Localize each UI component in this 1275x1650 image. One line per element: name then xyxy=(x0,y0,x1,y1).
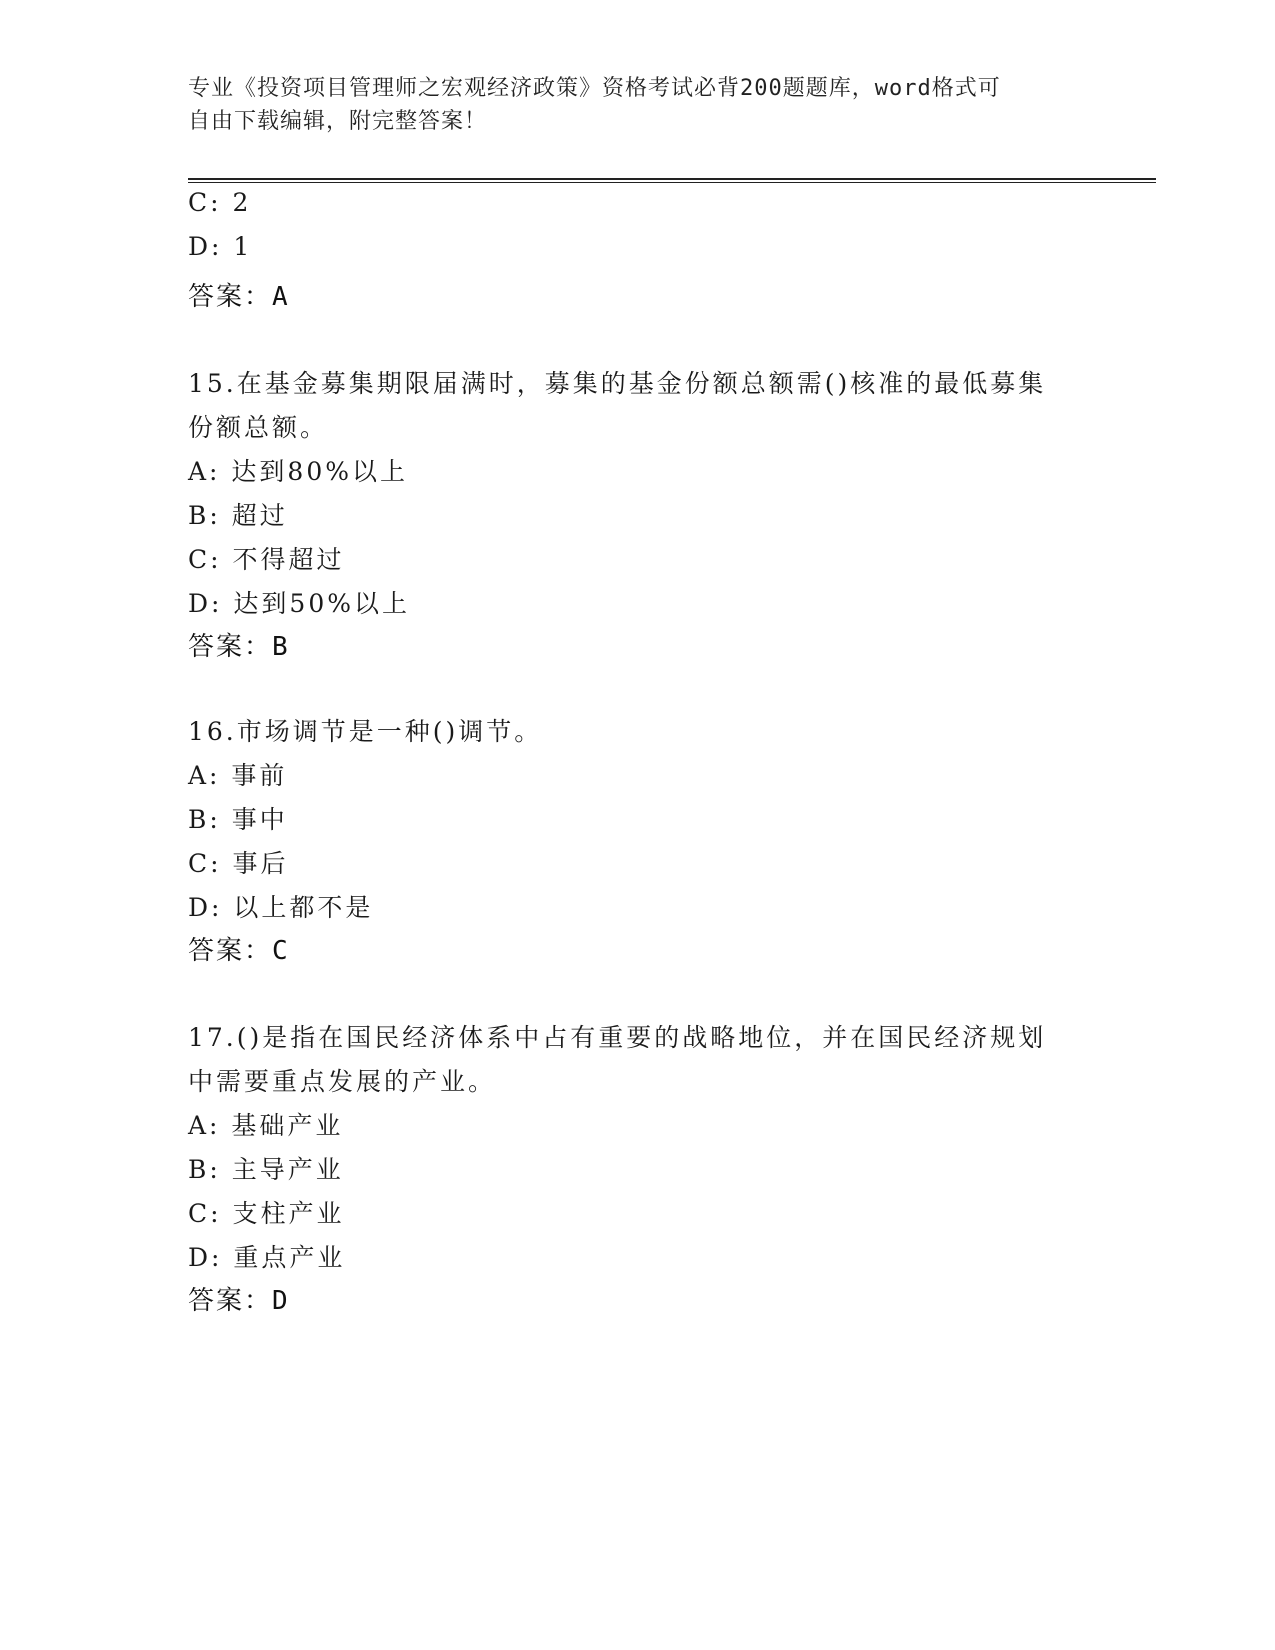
header-line-2: 自由下载编辑，附完整答案！ xyxy=(188,109,488,134)
q17-stem-line-2: 中需要重点发展的产业。 xyxy=(188,1067,497,1096)
prev-option-d: D: 1 xyxy=(188,232,253,261)
q15-option-a: A: 达到80%以上 xyxy=(188,457,408,486)
q16-stem-line-1: 16.市场调节是一种()调节。 xyxy=(188,717,543,746)
q15-option-d: D: 达到50%以上 xyxy=(188,589,410,618)
q17-answer: 答案：D xyxy=(188,1286,290,1316)
q15-option-b: B: 超过 xyxy=(188,501,288,530)
q16-option-c: C: 事后 xyxy=(188,849,289,878)
q15-option-c: C: 不得超过 xyxy=(188,545,345,574)
prev-answer: 答案：A xyxy=(188,282,290,312)
q16-answer: 答案：C xyxy=(188,936,290,966)
prev-option-c: C: 2 xyxy=(188,188,252,217)
q17-option-a: A: 基础产业 xyxy=(188,1111,344,1140)
q17-stem-line-1: 17.()是指在国民经济体系中占有重要的战略地位，并在国民经济规划 xyxy=(188,1023,1047,1052)
q17-option-b: B: 主导产业 xyxy=(188,1155,344,1184)
q15-answer: 答案：B xyxy=(188,632,290,662)
q17-option-d: D: 重点产业 xyxy=(188,1243,346,1272)
q15-stem-line-2: 份额总额。 xyxy=(188,413,329,442)
header-line-1: 专业《投资项目管理师之宏观经济政策》资格考试必背200题题库，word格式可 xyxy=(188,76,1001,101)
q17-option-c: C: 支柱产业 xyxy=(188,1199,345,1228)
page-header xyxy=(188,72,1088,138)
q16-option-a: A: 事前 xyxy=(188,761,288,790)
header-divider xyxy=(188,178,1156,183)
q16-option-b: B: 事中 xyxy=(188,805,288,834)
q16-option-d: D: 以上都不是 xyxy=(188,893,374,922)
q15-stem-line-1: 15.在基金募集期限届满时，募集的基金份额总额需()核准的最低募集 xyxy=(188,369,1047,398)
